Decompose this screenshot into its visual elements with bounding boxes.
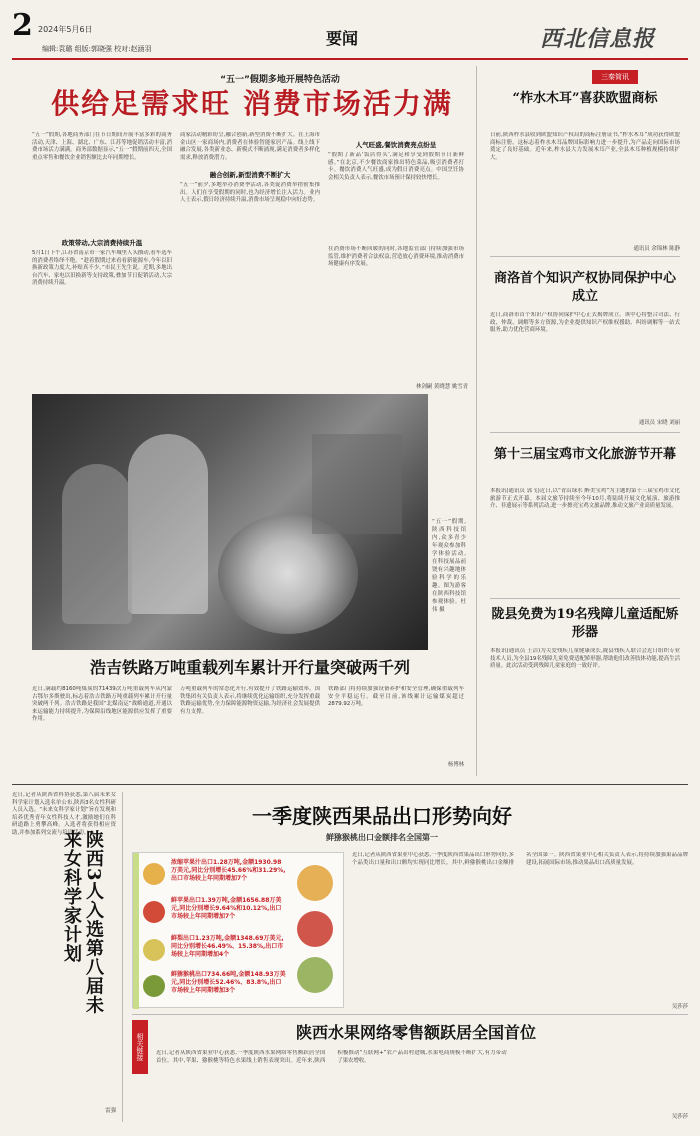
- fruit-stats-strip: [133, 853, 139, 1009]
- lead-col3-text: “假期了新品‘饭店得头’,满足和享受到假期节日新鲜感。”在北京,不少餐饮商家推出特色菜品,吸引消费者打卡。餐饮消费人气旺盛,成为假日消费亮点。中国烹饪协会相关负责人表示,餐饮市场预计保持较快增长。: [328, 152, 464, 181]
- brief-4-text: 本报讯(通讯员 王洁)为关爱残疾儿童健康成长,陇县残疾人联合会近日组织专业技术人员,为全县19名残障儿童免费适配矫形器,帮助他们改善肢体功能,提高生活质量。此次活动受到残障儿童家庭的一致好评。: [490, 648, 680, 670]
- women-text: 近日,记者从陕西省科协获悉,第八届未来女科学家计划入选名单公布,陕西3名女性科研人员入选。“未来女科学家计划”旨在发现和培养优秀青年女性科技人才,激励她们在科研道路上勇攀高峰。入选者将获得相应资助,并参加系列交流与培训活动。: [12, 792, 116, 836]
- women-byline: 雷强: [105, 1108, 116, 1114]
- lead-col2b-text: “五一”前夕,多地举办消费季活动,各类促消费举措密集推出。人们在享受假期的同时,也为经济增长注入活力。业内人士表示,假日经济持续升温,消费市场呈现稳中向好态势。: [180, 182, 320, 204]
- lead-col1b-text: 5月1日下午,江苏省南京市一家汽车城里人头攒动,看车选车的消费者络绎不绝。“趁着假期过来看看新能源车,今年以旧换新政策力度大,补贴真不少。”市民王先生说。近期,多地出台汽车、家电以旧换新等支持政策,叠加节日促销活动,大宗消费持续升温。: [32, 250, 172, 287]
- brief-4-title: 陇县免费为19名残障儿童适配矫形器: [491, 607, 679, 640]
- page-header: [12, 10, 688, 60]
- lead-byline: 林剑嗣 黄晓慧 姚雪青: [416, 384, 468, 390]
- lead-kicker: “五一”假期多地开展特色活动: [220, 75, 340, 85]
- brief-2-text: 近日,商洛市首个知识产权协同保护中心正式揭牌成立。该中心将整合司法、行政、仲裁、调解等多方资源,为企业提供知识产权维权援助、纠纷调解等一站式服务,助力优化营商环境。: [490, 312, 680, 334]
- bottom-section-rule: [12, 784, 688, 785]
- pear-icon: [143, 939, 165, 961]
- lead-col1-subhead: 政策带动,大宗消费持续升温: [61, 239, 143, 247]
- related-link-tag: 相关链接: [132, 1020, 148, 1074]
- lead-col2-subhead: 融合创新,新型消费不断扩大: [209, 171, 291, 179]
- fruit-stat-2: 鲜苹果出口1.39万吨,金额1656.88万美元,同比分别增长9.64%和10.12%,出口市场较上年同期增加7个: [171, 897, 282, 920]
- apple-icon: [143, 901, 165, 923]
- brief-1-divider: [490, 256, 680, 257]
- fruit-headline: 一季度陕西果品出口形势向好: [252, 804, 512, 828]
- railway-headline: 浩吉铁路万吨重载列车累计开行量突破两千列: [89, 658, 410, 677]
- header-rule: [12, 58, 688, 60]
- brief-2-divider: [490, 432, 680, 433]
- fruit-byline: 吴莎莎: [671, 1004, 688, 1010]
- brief-2-title: 商洛首个知识产权协同保护中心成立: [493, 271, 676, 304]
- photo-figure-1: [128, 434, 208, 614]
- women-column-divider: [122, 792, 123, 1122]
- fruit-subhead: 鲜猕猴桃出口金额排名全国第一: [326, 833, 438, 842]
- railway-col2-text: 万吨重载列车的常态化开行,有效提升了铁路运输效率。国铁集团有关负责人表示,将继续优化运输组织,充分发挥重载铁路运输优势,全力保障能源物资运输,为经济社会发展提供有力支撑。: [180, 686, 320, 715]
- lead-col3b-text: 在消费市场不断回暖的同时,各地监管部门持续加强市场监管,维护消费者合法权益,营造放心消费环境,推动消费市场健康有序发展。: [328, 246, 464, 268]
- photo-exhibit-panel: [312, 434, 402, 534]
- brief-3-divider: [490, 598, 680, 599]
- juice-icon: [143, 863, 165, 885]
- online-headline: 陕西水果网络零售额跃居全国首位: [295, 1023, 536, 1042]
- lead-headline: 供给足需求旺 消费市场活力满: [51, 87, 453, 120]
- issue-date: 2024年5月6日: [38, 25, 93, 34]
- brief-2-byline: 通讯员 宋晓 刘丽: [638, 420, 680, 426]
- staff-credits: 编辑:袁璐 组版:郭晓强 校对:赵涵羽: [42, 45, 152, 53]
- photo-figure-2: [62, 464, 132, 624]
- brief-1-byline: 通讯员 余锦林 陈静: [633, 246, 680, 252]
- apple-illustration: [297, 911, 333, 947]
- orange-juice-illustration: [297, 865, 333, 901]
- section-title: 要闻: [326, 29, 359, 48]
- photo-caption: “五一”假期,陕西科技馆内,众多青少年观众参加科学体验活动,在科技展品前饶有兴趣地体验科学的乐趣。图为游客在陕西科技馆参观体验。杜伟 摄: [432, 519, 466, 613]
- fruit-stat-4: 鲜猕猴桃出口734.66吨,金额148.93万美元,同比分别增长52.46%、83.8%,出口市场较上年同期增加3个: [171, 971, 286, 994]
- kiwi-illustration: [297, 957, 333, 993]
- masthead-logo: 西北信息报: [540, 26, 656, 52]
- women-headline: 陕西3人入选第八届未来女科学家计划: [61, 830, 104, 1015]
- brief-1-title: “柞水木耳”喜获欧盟商标: [512, 91, 658, 106]
- fruit-text: 近日,记者从陕西省果业中心获悉,一季度陕西省果品出口形势向好,多个品类出口量和出口额均实现同比增长。其中,鲜猕猴桃出口金额排名全国第一。陕西省果业中心相关负责人表示,将持续加强果品品牌建设,拓展国际市场,推动果品出口高质量发展。: [352, 852, 688, 866]
- online-byline: 吴莎莎: [671, 1114, 688, 1120]
- lead-photo: [32, 394, 428, 650]
- right-column-divider: [476, 66, 477, 776]
- fruit-stat-1: 浓缩苹果汁出口1.28万吨,金额1930.98万美元,同比分别增长45.66%和31.29%,出口市场较上年同期增加7个: [171, 859, 286, 882]
- fruit-stat-3: 鲜梨出口1.23万吨,金额1348.69万美元,同比分别增长46.49%、15.38%,出口市场较上年同期增加4个: [171, 935, 284, 958]
- lead-col2-text: 商家活动精彩纷呈,融合创新,新型消费不断扩大。在上海市金山区一家商场内,消费者在体验智能家居产品。线上线下融合发展,各类新业态、新模式不断涌现,满足消费者多样化需求,释放消费潜力。: [180, 132, 320, 161]
- brief-1-text: 日前,陕西柞水县收到欧盟知识产权局的商标注册证书,“柞水木耳”成功获得欧盟商标注册。这标志着柞水木耳品牌国际影响力进一步提升,为产品走向国际市场奠定了良好基础。近年来,柞水县大力发展木耳产业,全县木耳种植规模持续扩大。: [490, 132, 680, 161]
- railway-col1-text: 近日,满载约8160吨煤炭的71439次万吨重载列车从内蒙古鄂尔多斯驶出,标志着浩吉铁路万吨重载列车累计开行量突破两千列。浩吉铁路是我国“北煤南运”战略通道,开通以来运输能力持续提升,为保障沿线地区能源供应发挥了重要作用。: [32, 686, 172, 723]
- fruit-stats-panel: [132, 852, 344, 1008]
- railway-col3-text: 铁路部门将持续加强设备养护和安全管理,确保重载列车安全平稳运行。截至目前,该线累计运输煤炭超过2879.92万吨。: [328, 686, 464, 708]
- kiwi-icon: [143, 975, 165, 997]
- online-divider: [132, 1014, 688, 1015]
- page-number: 2: [12, 8, 33, 43]
- brief-3-text: 本报讯(通讯员 郭飞)近日,以“青山绿水 醉美宝鸡”为主题的第十三届宝鸡市文化旅游节正式开幕。本届文旅节持续至今年10月,将陆续开展文化展演、旅游推介、非遗展示等系列活动,进一步擦亮宝鸡文旅品牌,推动文旅产业高质量发展。: [490, 488, 680, 510]
- online-text: 近日,记者从陕西省果业中心获悉,一季度陕西水果网络零售额跃居全国首位。其中,苹果、猕猴桃等特色水果线上销售表现突出。近年来,陕西积极推动“互联网+”农产品出村进城,水果电商规模不断扩大,有力带动了果农增收。: [156, 1050, 507, 1064]
- lead-col3-subhead: 人气旺盛,餐饮消费亮点纷呈: [355, 141, 437, 149]
- lead-col1-text: “五一”假期,各地商务部门在节日期间开展丰富多彩的商务活动,天津、上海、湖北、广东、江苏等地促销活动丰富,消费市场活力满满。商务部数据显示,“五一”假期前四天,全国重点零售和餐饮企业销售额比去年同期增长。: [32, 132, 172, 161]
- brief-3-title: 第十三届宝鸡市文化旅游节开幕: [493, 447, 676, 462]
- briefs-tag: 三秦简讯: [592, 70, 638, 84]
- railway-byline: 杨博林: [447, 762, 464, 768]
